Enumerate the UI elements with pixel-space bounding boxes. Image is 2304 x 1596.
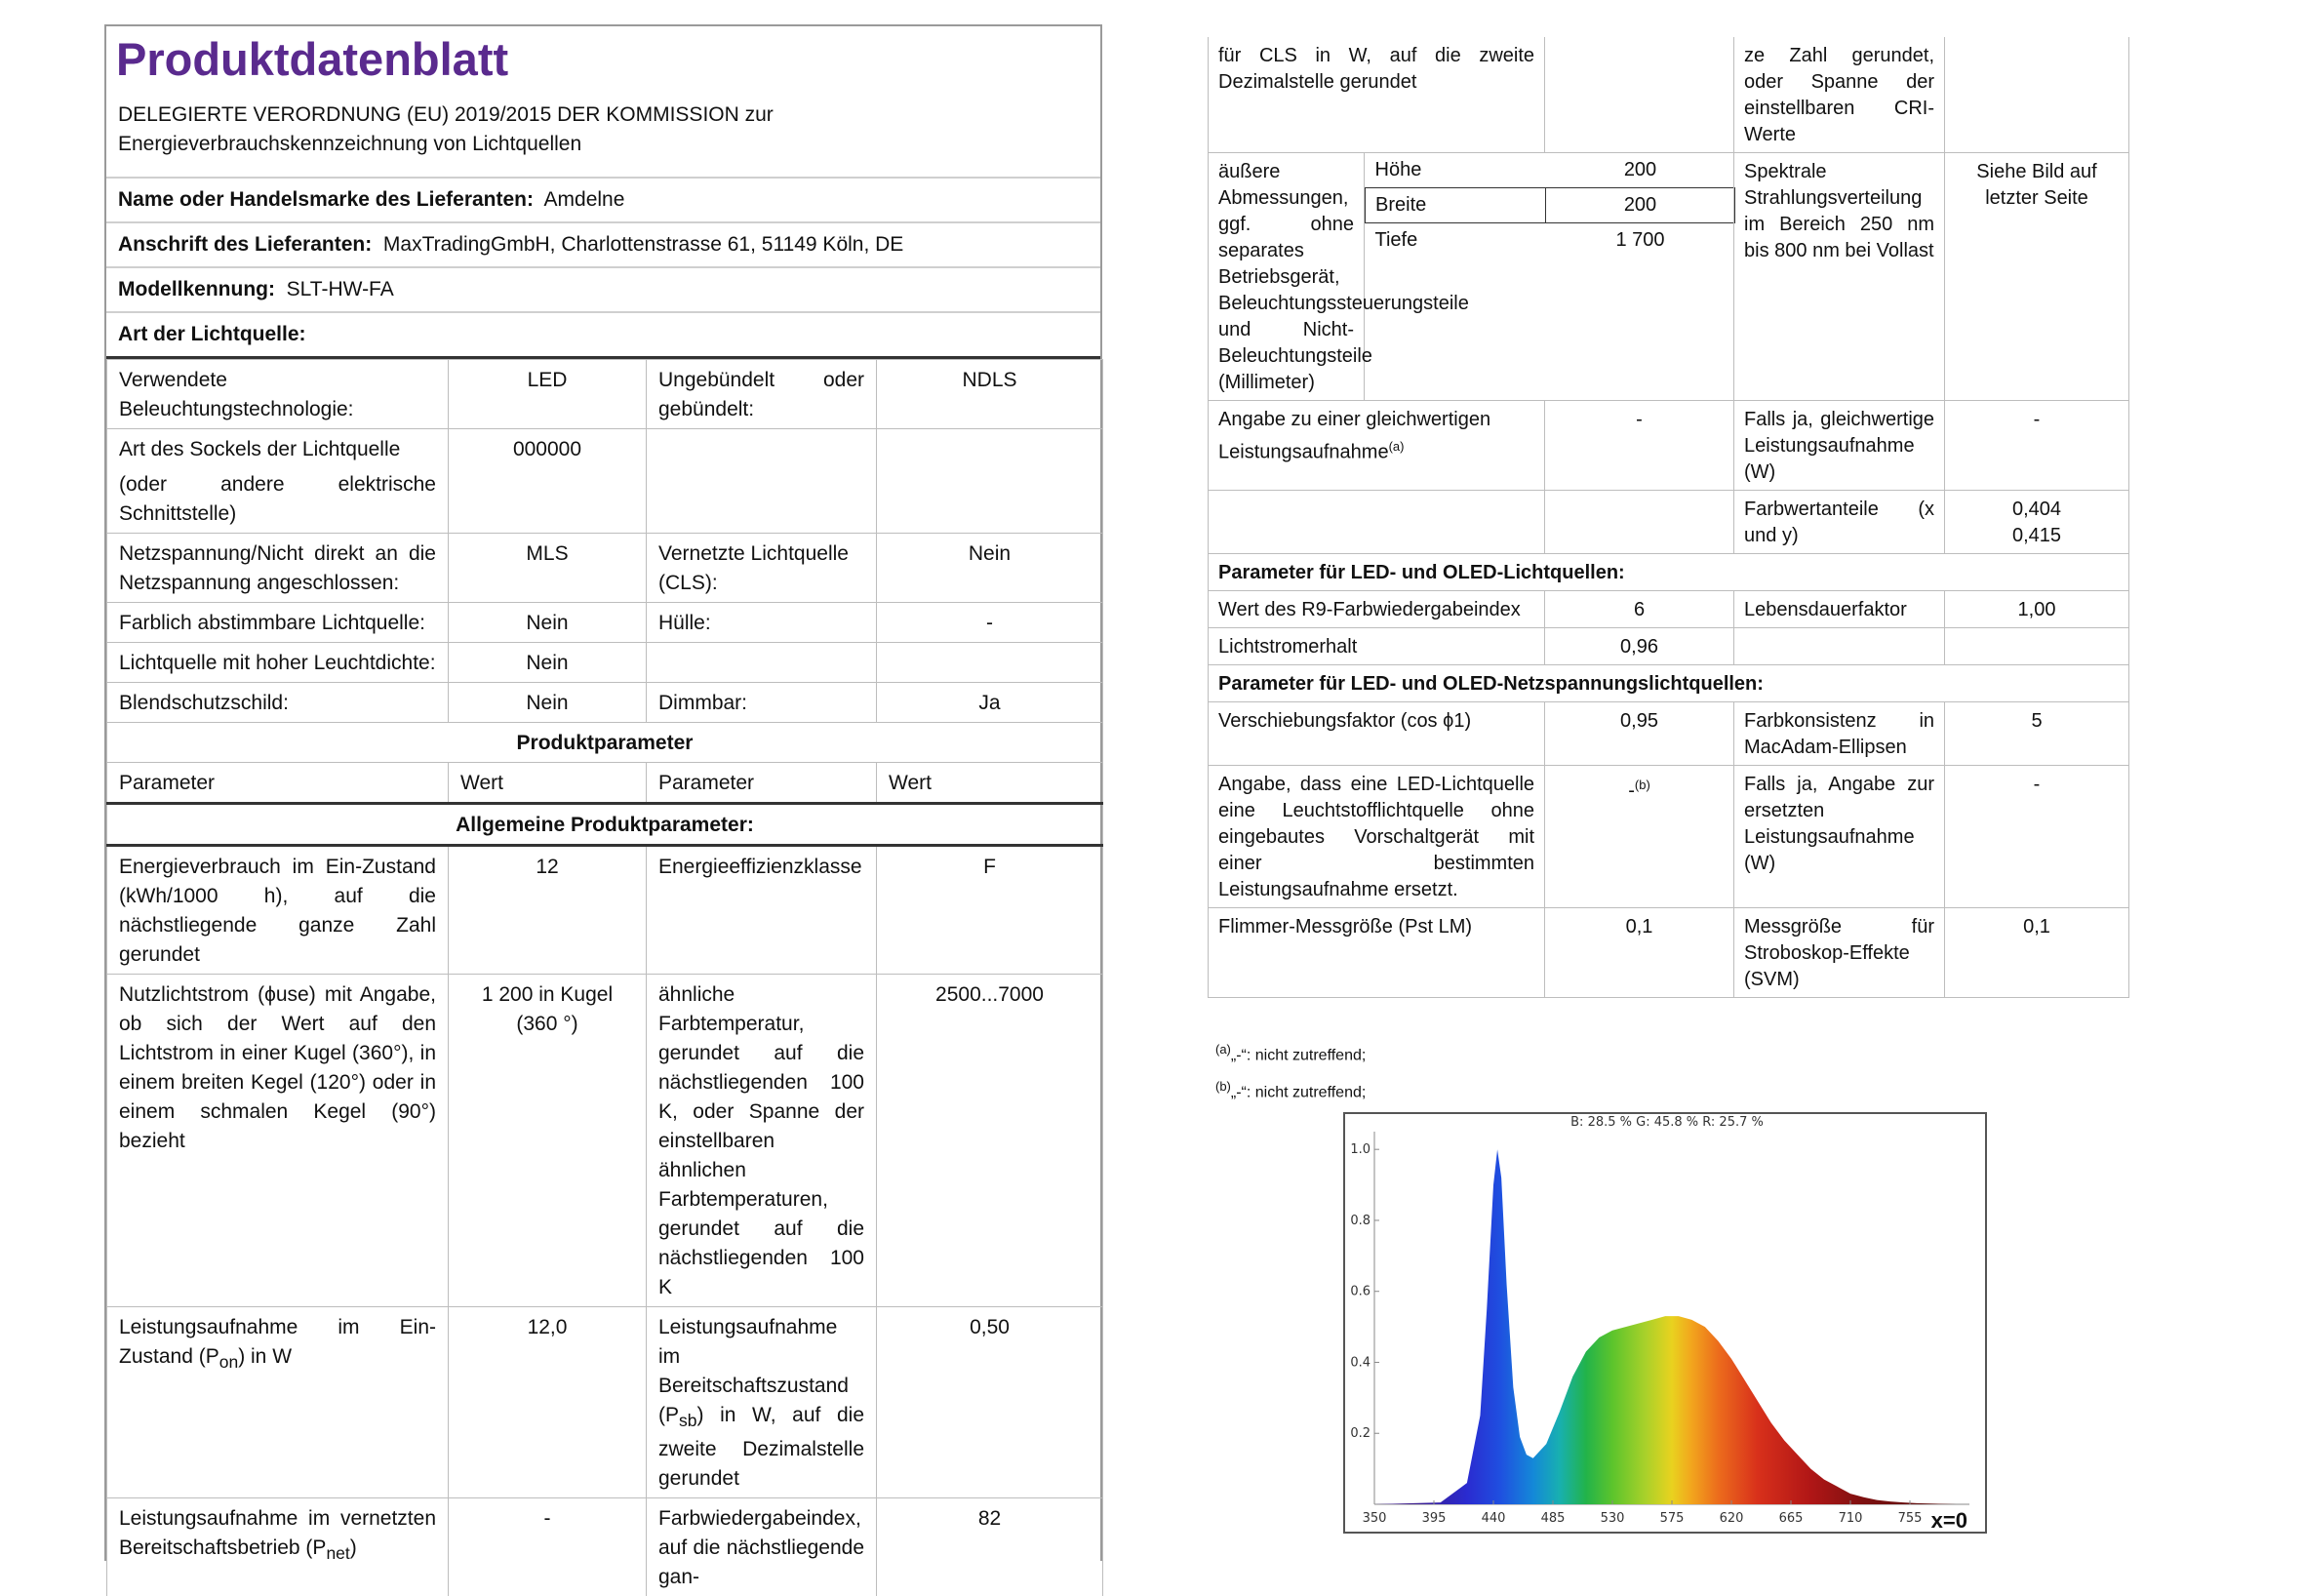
- cell: 200: [1546, 153, 1735, 188]
- x-tick-label: 350: [1362, 1511, 1387, 1526]
- cell: 000000: [449, 429, 647, 534]
- cell-text: ) in W: [238, 1345, 293, 1368]
- cell: 1 700: [1615, 229, 1665, 251]
- cell: Hülle:: [647, 603, 877, 643]
- table-row: [1366, 223, 1735, 259]
- cell: [107, 1498, 449, 1596]
- cell: 12: [449, 846, 647, 975]
- table-row: [107, 603, 1103, 643]
- cell: [1945, 37, 2129, 153]
- cell: LED: [449, 360, 647, 429]
- cell: -: [1945, 401, 2129, 491]
- section-header: Parameter für LED- und OLED-Lichtquellen:: [1209, 554, 2129, 591]
- right-table: [1208, 37, 2129, 998]
- cell-text: ): [349, 1536, 357, 1560]
- table-row: [107, 1307, 1103, 1498]
- cell: Breite: [1366, 188, 1546, 223]
- x-tick-label: 710: [1838, 1511, 1863, 1526]
- cell: Tiefe: [1374, 229, 1418, 251]
- cell: Ja: [877, 683, 1103, 723]
- x-tick-label: 395: [1421, 1511, 1447, 1526]
- table-row: [1209, 153, 2129, 401]
- cell: -: [1945, 766, 2129, 908]
- cell: 0,1: [1945, 908, 2129, 998]
- address-value: MaxTradingGmbH, Charlottenstrasse 61, 51149 Köln, DE: [382, 233, 904, 256]
- table-row: [107, 534, 1103, 603]
- cell: Flimmer-Messgröße (Pst LM): [1209, 908, 1545, 998]
- cell: ähnliche Farbtemperatur, gerundet auf die nächstliegenden 100 K, oder Spanne der einstellbaren ähnlichen Farbtemperaturen, gerundet auf die nächstliegenden 100 K: [647, 975, 877, 1307]
- table-row: [107, 683, 1103, 723]
- cell: 5: [1945, 702, 2129, 766]
- table-row: [107, 846, 1103, 975]
- footnote-text: „-“: nicht zutreffend;: [1230, 1084, 1367, 1101]
- table-row: [1209, 37, 2129, 153]
- cell: [1545, 491, 1734, 554]
- cell: Angabe, dass eine LED-Lichtquelle eine Leuchtstofflichtquelle ohne eingebautes Vorschaltgerät mit einer bestimmten Leistungsaufnahme ersetzt.: [1209, 766, 1545, 908]
- cell: Netzspannung/Nicht direkt an die Netzspannung angeschlossen:: [107, 534, 449, 603]
- cell: -: [449, 1498, 647, 1596]
- table-row: [1209, 766, 2129, 908]
- table-row: [1209, 591, 2129, 628]
- column-header: Parameter: [107, 763, 449, 804]
- x-tick-label: 755: [1897, 1511, 1923, 1526]
- cell-text: Angabe zu einer gleichwertigen Leistungsaufnahme: [1218, 409, 1491, 463]
- cell: [1945, 628, 2129, 665]
- cell: Verwendete Beleuchtungstechnologie:: [107, 360, 449, 429]
- cell: Vernetzte Lichtquelle (CLS):: [647, 534, 877, 603]
- cell: Falls ja, Angabe zur ersetzten Leistungsaufnahme (W): [1734, 766, 1945, 908]
- column-header: Parameter: [647, 763, 877, 804]
- cell: NDLS: [877, 360, 1103, 429]
- cell: Blendschutzschild:: [107, 683, 449, 723]
- left-datasheet: [104, 24, 1102, 1589]
- footnote-marker: (a): [1215, 1042, 1231, 1057]
- right-datasheet: [1208, 37, 2128, 998]
- table-row: [107, 429, 1103, 534]
- cell: Messgröße für Stroboskop-Effekte (SVM): [1734, 908, 1945, 998]
- section-header: Allgemeine Produktparameter:: [107, 804, 1103, 846]
- cell-text: ) in W, auf die zweite Dezimalstelle gerundet: [658, 1404, 864, 1491]
- cell: Nein: [877, 534, 1103, 603]
- table-row: [1366, 188, 1735, 223]
- cell-line: Art des Sockels der Lichtquelle: [119, 438, 401, 460]
- farbwert-x: 0,404: [2011, 499, 2062, 520]
- address-row: [106, 223, 1100, 268]
- y-tick-label: 0.8: [1350, 1213, 1370, 1228]
- column-header: Wert: [449, 763, 647, 804]
- cell: Nein: [449, 683, 647, 723]
- x-axis-marker: x=0: [1930, 1508, 1967, 1532]
- cell: -: [1545, 401, 1734, 491]
- y-tick-label: 0.2: [1350, 1426, 1370, 1442]
- model-label: Modellkennung:: [118, 278, 275, 300]
- type-row: [106, 313, 1100, 359]
- column-header: Wert: [877, 763, 1103, 804]
- cell: 2500...7000: [877, 975, 1103, 1307]
- cell: -: [877, 603, 1103, 643]
- cell: [647, 1307, 877, 1498]
- cell: Lichtstromerhalt: [1209, 628, 1545, 665]
- x-tick-label: 485: [1540, 1511, 1566, 1526]
- table-row: [1209, 554, 2129, 591]
- spectrum-area: [1374, 1149, 1956, 1504]
- cell: 0,50: [877, 1307, 1103, 1498]
- chart-title: B: 28.5 % G: 45.8 % R: 25.7 %: [1570, 1115, 1764, 1130]
- footnote-text: „-“: nicht zutreffend;: [1230, 1047, 1367, 1064]
- cell: [1545, 37, 1734, 153]
- cell-text: -: [1628, 779, 1635, 802]
- regulation-subtitle: [106, 89, 1100, 179]
- table-row: [107, 975, 1103, 1307]
- cell: äußere Abmessungen, ggf. ohne separates Betriebsgerät, Beleuchtungssteuerungsteile und Nicht-Beleuchtungsteile (Millimeter): [1209, 153, 1365, 401]
- cell: 200: [1546, 188, 1735, 223]
- supplier-row: [106, 179, 1100, 223]
- section-header: Produktparameter: [107, 723, 1103, 763]
- y-tick-label: 0.6: [1350, 1284, 1370, 1299]
- footnote-b: [1215, 1071, 1366, 1108]
- cell: Nutzlichtstrom (ϕuse) mit Angabe, ob sich der Wert auf den Lichtstrom in einer Kugel (360°), in einem breiten Kegel (120°) oder in einem schmalen Kegel (90°) bezieht: [107, 975, 449, 1307]
- table-row: [1209, 401, 2129, 491]
- supplier-label: Name oder Handelsmarke des Lieferanten:: [118, 188, 534, 211]
- cell-sub: sb: [679, 1411, 697, 1431]
- cell: Verschiebungsfaktor (cos ϕ1): [1209, 702, 1545, 766]
- cell: 82: [877, 1498, 1103, 1596]
- cell: Lichtquelle mit hoher Leuchtdichte:: [107, 643, 449, 683]
- cell: 0,95: [1545, 702, 1734, 766]
- left-table: [106, 359, 1103, 1596]
- cell-text: Leistungsaufnahme im Ein-Zustand (P: [119, 1316, 436, 1368]
- cell: [1209, 491, 1545, 554]
- cell: 0,96: [1545, 628, 1734, 665]
- table-row: [1209, 491, 2129, 554]
- cell: [647, 643, 877, 683]
- cell: ze Zahl gerundet, oder Spanne der einstellbaren CRI-Werte: [1734, 37, 1945, 153]
- x-tick-label: 620: [1719, 1511, 1744, 1526]
- footnote-a: [1215, 1034, 1366, 1071]
- cell: Nein: [449, 643, 647, 683]
- address-label: Anschrift des Lieferanten:: [118, 233, 373, 256]
- table-row: [107, 360, 1103, 429]
- table-row: [107, 1498, 1103, 1596]
- cell-line: (oder andere elektrische Schnittstelle): [119, 473, 436, 525]
- cell: Farbwiedergabeindex, auf die nächstliegende gan-: [647, 1498, 877, 1596]
- table-row: [1209, 702, 2129, 766]
- table-row: [1209, 628, 2129, 665]
- dimension-table: [1365, 153, 1735, 258]
- cell-sub: net: [326, 1543, 350, 1564]
- table-row: [107, 723, 1103, 763]
- cell: [107, 429, 449, 534]
- cell: Wert des R9-Farbwiedergabeindex: [1209, 591, 1545, 628]
- cell: Energieeffizienzklasse: [647, 846, 877, 975]
- cell: für CLS in W, auf die zweite Dezimalstelle gerundet: [1209, 37, 1545, 153]
- cell-text: Leistungsaufnahme im vernetzten Bereitschaftsbetrieb (P: [119, 1507, 436, 1560]
- page-title: Produktdatenblatt: [116, 33, 509, 85]
- cell: [1365, 153, 1734, 401]
- cell: 12,0: [449, 1307, 647, 1498]
- footnote-marker: (b): [1215, 1079, 1231, 1095]
- footnote-marker: (b): [1634, 778, 1650, 792]
- x-tick-label: 530: [1600, 1511, 1625, 1526]
- cell: 0,1: [1545, 908, 1734, 998]
- cell: Höhe: [1366, 153, 1546, 188]
- table-row: [1209, 665, 2129, 702]
- cell: MLS: [449, 534, 647, 603]
- cell-sub: on: [218, 1352, 239, 1373]
- model-row: [106, 268, 1100, 313]
- cell: Farblich abstimmbare Lichtquelle:: [107, 603, 449, 643]
- cell: Siehe Bild auf letzter Seite: [1945, 153, 2129, 401]
- cell: [877, 643, 1103, 683]
- table-row: [107, 804, 1103, 846]
- regulation-line-1: DELEGIERTE VERORDNUNG (EU) 2019/2015 DER KOMMISSION zur: [118, 103, 774, 126]
- spectrum-svg: [1345, 1114, 1985, 1532]
- table-row: [1366, 153, 1735, 188]
- cell: Energieverbrauch im Ein-Zustand (kWh/1000 h), auf die nächstliegende ganze Zahl gerundet: [107, 846, 449, 975]
- x-tick-label: 575: [1659, 1511, 1685, 1526]
- y-tick-label: 0.4: [1350, 1355, 1370, 1371]
- cell-text: Leistungsaufnahme im Bereitschaftszustand (P: [658, 1316, 849, 1426]
- cell: 1 200 in Kugel (360 °): [449, 975, 647, 1307]
- cell: Nein: [449, 603, 647, 643]
- cell: Lebensdauerfaktor: [1734, 591, 1945, 628]
- cell: Ungebündelt oder gebündelt:: [647, 360, 877, 429]
- cell: Farbkonsistenz in MacAdam-Ellipsen: [1734, 702, 1945, 766]
- footnote-marker: (a): [1388, 439, 1405, 454]
- x-tick-label: 440: [1481, 1511, 1506, 1526]
- section-header: Parameter für LED- und OLED-Netzspannungslichtquellen:: [1209, 665, 2129, 702]
- cell: [1545, 766, 1734, 908]
- cell: 6: [1545, 591, 1734, 628]
- cell: [1945, 491, 2129, 554]
- cell: 1,00: [1945, 591, 2129, 628]
- table-row: [107, 643, 1103, 683]
- cell: [877, 429, 1103, 534]
- table-row: [1209, 908, 2129, 998]
- supplier-value: Amdelne: [543, 188, 625, 211]
- x-tick-label: 665: [1778, 1511, 1804, 1526]
- cell: [1209, 401, 1545, 491]
- cell: [1734, 628, 1945, 665]
- footnotes: [1215, 1034, 1366, 1109]
- cell: Dimmbar:: [647, 683, 877, 723]
- cell: [647, 429, 877, 534]
- cell: Farbwertanteile (x und y): [1734, 491, 1945, 554]
- cell: F: [877, 846, 1103, 975]
- farbwert-y: 0,415: [2011, 525, 2062, 546]
- model-value: SLT-HW-FA: [286, 278, 394, 300]
- cell: Falls ja, gleichwertige Leistungsaufnahme (W): [1734, 401, 1945, 491]
- spectrum-chart: [1343, 1112, 1987, 1534]
- y-tick-label: 1.0: [1350, 1142, 1370, 1158]
- cell: Spektrale Strahlungsverteilung im Bereich 250 nm bis 800 nm bei Vollast: [1734, 153, 1945, 401]
- cell: [107, 1307, 449, 1498]
- type-label: Art der Lichtquelle:: [118, 323, 306, 345]
- regulation-line-2: Energieverbrauchskennzeichnung von Lichtquellen: [118, 133, 582, 155]
- table-row: [107, 763, 1103, 804]
